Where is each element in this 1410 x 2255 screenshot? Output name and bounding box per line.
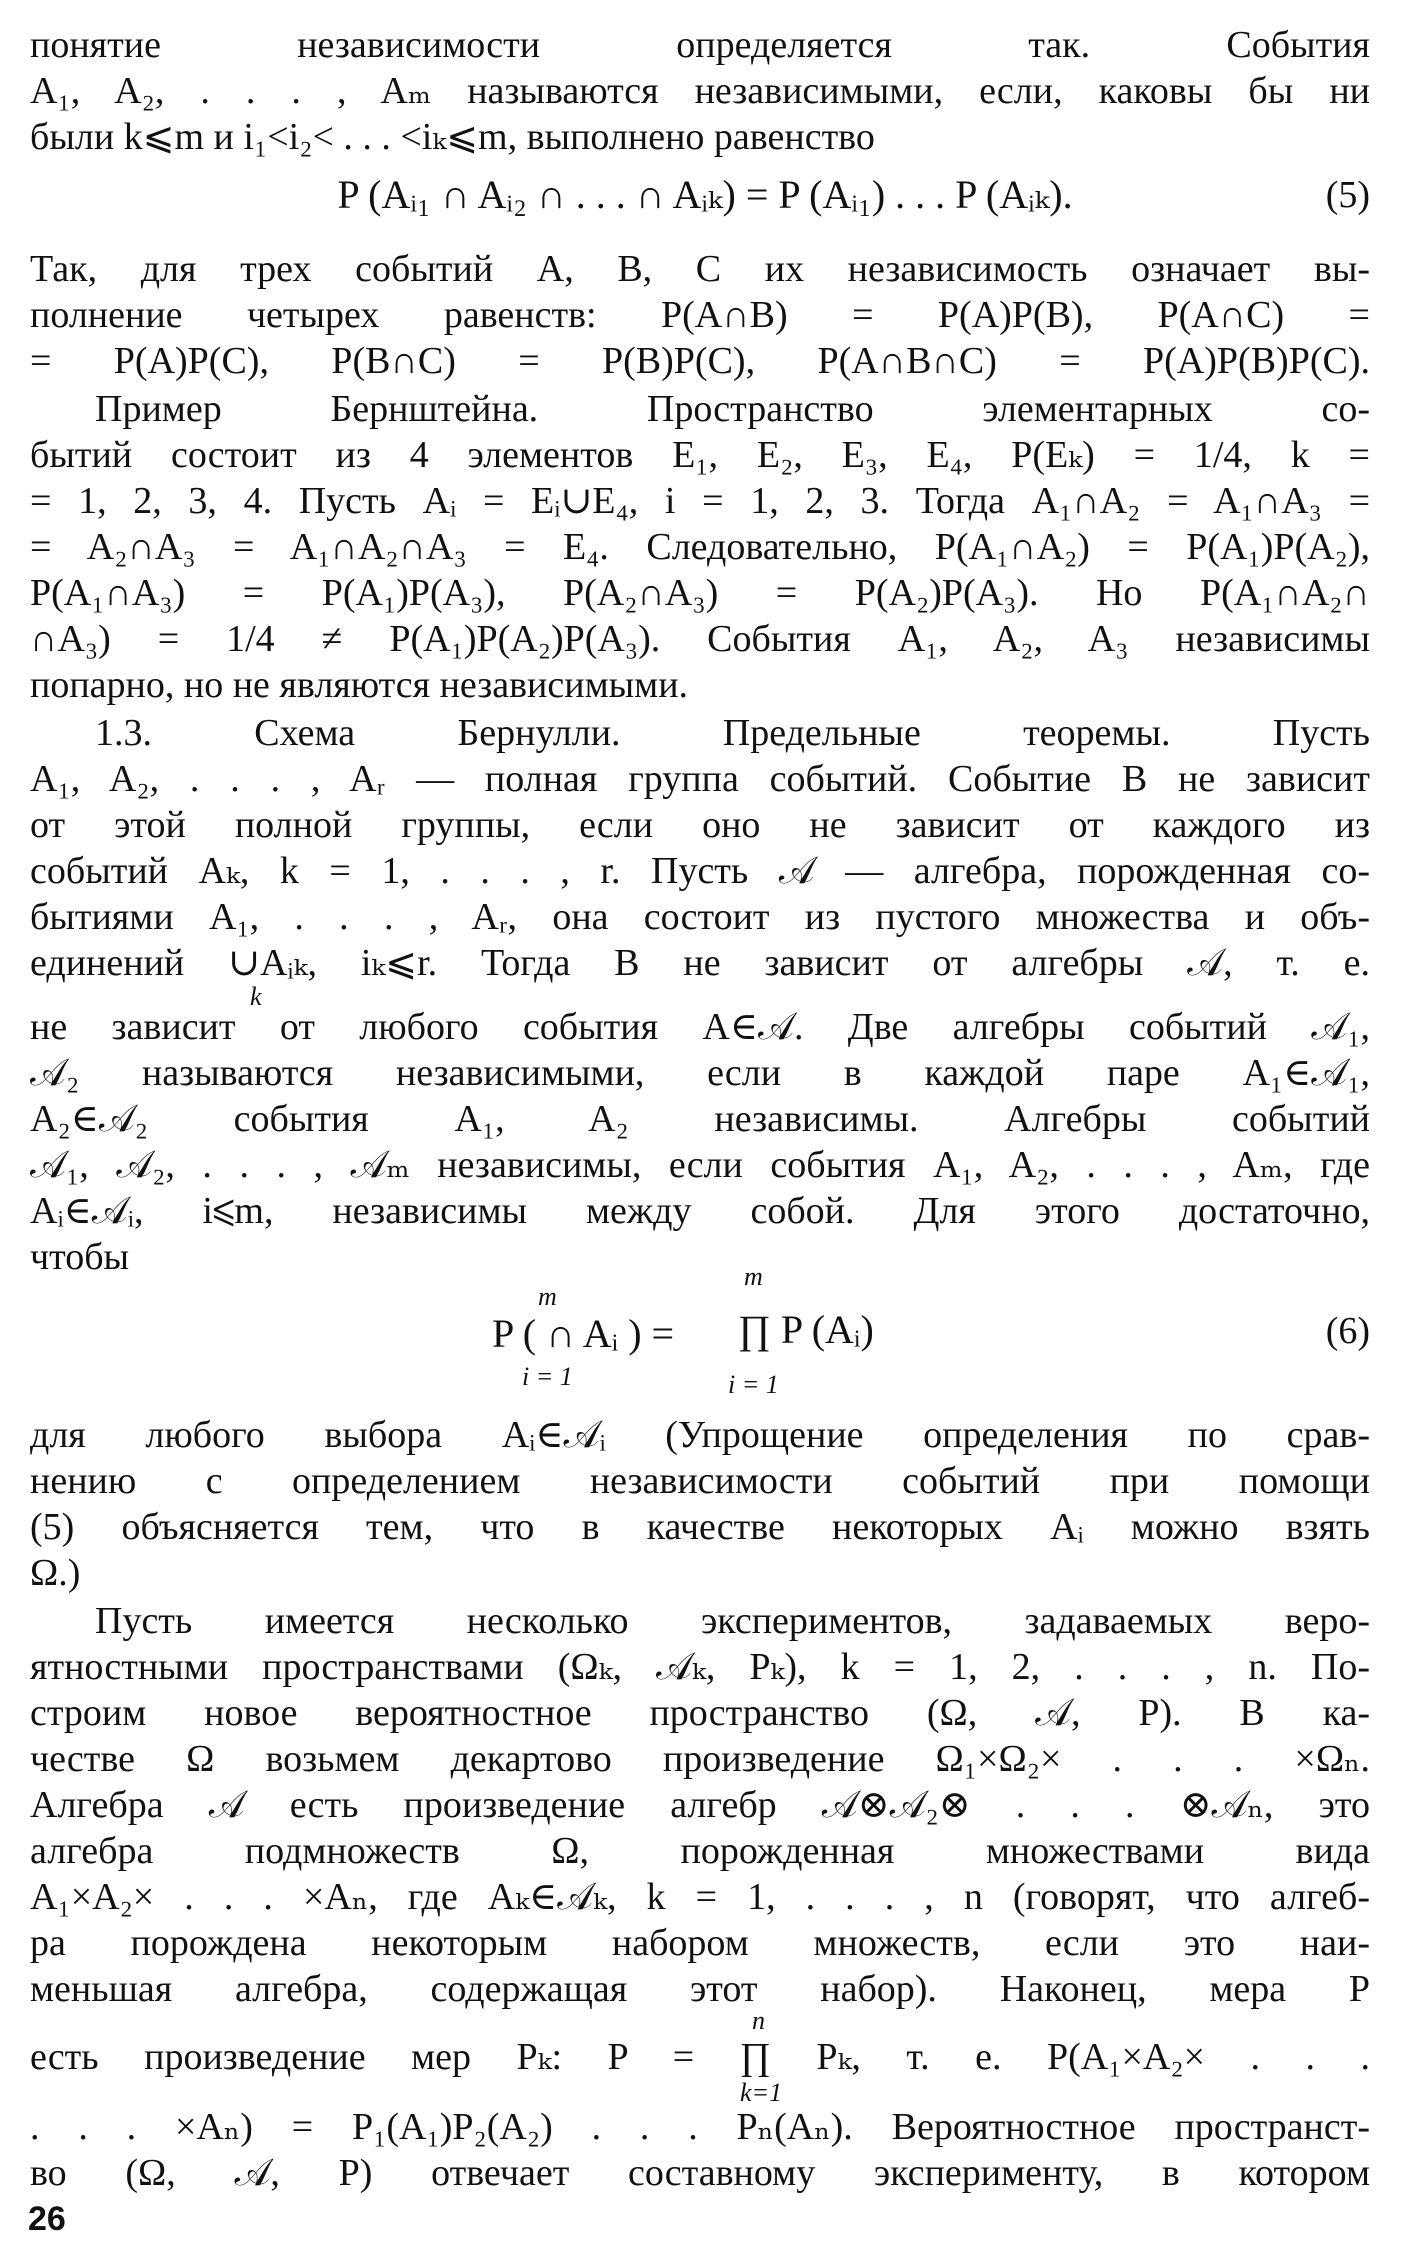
eq6-lhs: P ( ∩ Aᵢ ) =: [492, 1311, 675, 1356]
text-line: алгебра подмножеств Ω, порожденная множествами вида: [30, 1830, 1370, 1872]
text-line: чтобы: [30, 1236, 130, 1278]
text-line: (5) объясняется тем, что в качестве некоторых Aᵢ можно взять: [30, 1506, 1370, 1548]
text-line: Пример Бернштейна. Пространство элементарных со-: [95, 388, 1370, 430]
eq6-rhs: ∏ P (Aᵢ): [738, 1307, 874, 1352]
text-line: A₁, A₂, . . . , Aᵣ — полная группа событий. Событие B не зависит: [30, 758, 1370, 800]
text-line: = P(A)P(C), P(B∩C) = P(B)P(C), P(A∩B∩C) = P(A)P(B)P(C).: [30, 340, 1370, 382]
text-line: событий Aₖ, k = 1, . . . , r. Пусть 𝒜 — алгебра, порожденная со-: [30, 850, 1370, 892]
text-line: бытий состоит из 4 элементов E₁, E₂, E₃, E₄, P(Eₖ) = 1/4, k =: [30, 434, 1370, 476]
text-line: 𝒜₁, 𝒜₂, . . . , 𝒜ₘ независимы, если события A₁, A₂, . . . , Aₘ, где: [30, 1144, 1370, 1186]
eq6-lhs-upper: m: [538, 1282, 557, 1311]
text-line: понятие независимости определяется так. События: [30, 24, 1370, 66]
text-line: ∩A₃) = 1/4 ≠ P(A₁)P(A₂)P(A₃). События A₁, A₂, A₃ независимы: [30, 618, 1370, 660]
text-line: ятностными пространствами (Ωₖ, 𝒜ₖ, Pₖ), k = 1, 2, . . . , n. По-: [30, 1646, 1370, 1688]
text-line: есть произведение мер Pₖ: P = ∏ Pₖ, т. е. P(A₁×A₂× . . .: [30, 2036, 1370, 2078]
equation-number: (6): [1325, 1310, 1370, 1352]
text-line: меньшая алгебра, содержащая этот набор). Наконец, мера P: [30, 1968, 1370, 2010]
text-line: A₂∈𝒜₂ события A₁, A₂ независимы. Алгебры событий: [30, 1098, 1370, 1140]
text-line: A₁×A₂× . . . ×Aₙ, где Aₖ∈𝒜ₖ, k = 1, . . . , n (говорят, что алгеб-: [30, 1876, 1370, 1918]
text-line: строим новое вероятностное пространство (Ω, 𝒜, P). В ка-: [30, 1692, 1370, 1734]
product-lower: k=1: [740, 2078, 783, 2107]
eq6-rhs-upper: m: [744, 1262, 763, 1291]
text-line: полнение четырех равенств: P(A∩B) = P(A)P(B), P(A∩C) =: [30, 294, 1370, 336]
text-line: Aᵢ∈𝒜ᵢ, i⩽m, независимы между собой. Для этого достаточно,: [30, 1190, 1370, 1232]
text-line: во (Ω, 𝒜, P) отвечает составному эксперименту, в котором: [30, 2152, 1370, 2194]
text-line: единений ∪Aᵢₖ, iₖ⩽r. Тогда B не зависит от алгебры 𝒜, т. е.: [30, 942, 1370, 984]
text-line: от этой полной группы, если оно не зависит от каждого из: [30, 804, 1370, 846]
eq6-lhs-lower: i = 1: [522, 1362, 573, 1391]
text-line: A₁, A₂, . . . , Aₘ называются независимыми, если, каковы бы ни: [30, 70, 1370, 112]
text-line: бытиями A₁, . . . , Aᵣ, она состоит из пустого множества и объ-: [30, 896, 1370, 938]
page-number: 26: [28, 2200, 66, 2238]
text-line: нению с определением независимости событий при помощи: [30, 1460, 1370, 1502]
text-line: 𝒜₂ называются независимыми, если в каждой паре A₁∈𝒜₁,: [30, 1052, 1370, 1094]
text-line: Так, для трех событий A, B, C их независимость означает вы-: [30, 248, 1370, 290]
eq6-rhs-lower: i = 1: [728, 1370, 779, 1399]
text-line: Алгебра 𝒜 есть произведение алгебр 𝒜⊗𝒜₂⊗ . . . ⊗𝒜ₙ, это: [30, 1784, 1370, 1826]
text-line: честве Ω возьмем декартово произведение Ω₁×Ω₂× . . . ×Ωₙ.: [30, 1738, 1370, 1780]
section-heading-line: 1.3. Схема Бернулли. Предельные теоремы. Пусть: [95, 712, 1370, 754]
text-line: попарно, но не являются независимыми.: [30, 664, 689, 706]
equation-5: P (Aᵢ₁ ∩ Aᵢ₂ ∩ . . . ∩ Aᵢₖ) = P (Aᵢ₁) . . . P (Aᵢₖ).: [337, 172, 1073, 217]
union-subscript: k: [250, 982, 262, 1011]
text-line: не зависит от любого события A∈𝒜. Две алгебры событий 𝒜₁,: [30, 1006, 1370, 1048]
text-line: для любого выбора Aᵢ∈𝒜ᵢ (Упрощение определения по срав-: [30, 1414, 1370, 1456]
text-line: . . . ×Aₙ) = P₁(A₁)P₂(A₂) . . . Pₙ(Aₙ). Вероятностное пространст-: [30, 2106, 1370, 2148]
equation-number: (5): [1325, 174, 1370, 216]
text-line: ра порождена некоторым набором множеств, если это наи-: [30, 1922, 1370, 1964]
text-line: = 1, 2, 3, 4. Пусть Aᵢ = Eᵢ∪E₄, i = 1, 2, 3. Тогда A₁∩A₂ = A₁∩A₃ =: [30, 480, 1370, 522]
text-line: = A₂∩A₃ = A₁∩A₂∩A₃ = E₄. Следовательно, P(A₁∩A₂) = P(A₁)P(A₂),: [30, 526, 1370, 568]
text-line: были k⩽m и i₁<i₂< . . . <iₖ⩽m, выполнено равенство: [30, 116, 875, 158]
text-line: P(A₁∩A₃) = P(A₁)P(A₃), P(A₂∩A₃) = P(A₂)P(A₃). Но P(A₁∩A₂∩: [30, 572, 1370, 614]
product-upper: n: [752, 2006, 765, 2035]
text-line: Пусть имеется несколько экспериментов, задаваемых веро-: [95, 1600, 1370, 1642]
text-line: Ω.): [30, 1552, 81, 1594]
